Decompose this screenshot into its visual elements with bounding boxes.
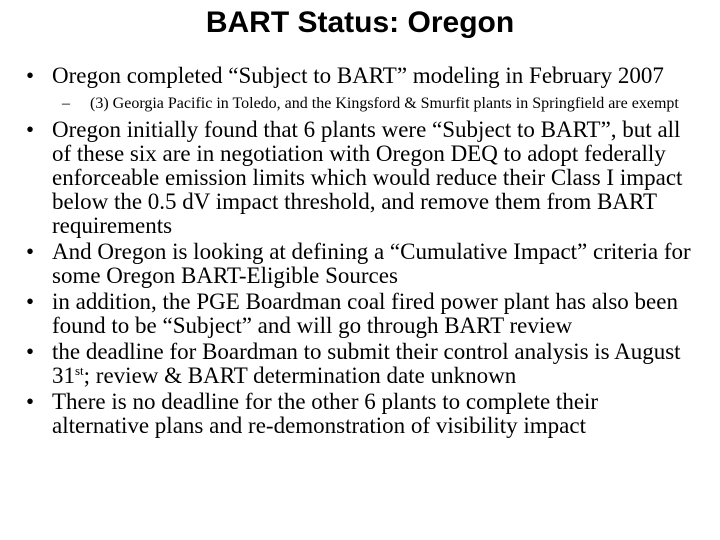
- bullet-marker: •: [26, 117, 35, 142]
- bullet-item: [26, 390, 696, 438]
- bullet-list: [26, 64, 696, 438]
- sub-bullet-text: (3) Georgia Pacific in Toledo, and the Kingsford & Smurfit plants in Springfield are exempt: [90, 95, 679, 112]
- bullet-text: And Oregon is looking at defining a “Cumulative Impact” criteria for some Oregon BART-Eligible Sources: [52, 239, 691, 288]
- ordinal-superscript: st: [75, 363, 84, 378]
- bullet-text-part: the deadline for Boardman to submit their control analysis is August 31: [52, 339, 681, 388]
- bullet-marker: •: [26, 389, 35, 414]
- sub-bullet-marker: –: [62, 95, 70, 112]
- bullet-marker: •: [26, 239, 35, 264]
- bullet-marker: •: [26, 339, 35, 364]
- sub-bullet-item: [62, 96, 696, 112]
- bullet-text: There is no deadline for the other 6 plants to complete their alternative plans and re-demonstration of visibility impact: [52, 389, 599, 438]
- bullet-text: Oregon initially found that 6 plants were “Subject to BART”, but all of these six are in negotiation with Oregon DEQ to adopt federally enforceable emission limits which would reduce their Class I impact below the 0.5 dV impact threshold, and remove them from BART requirements: [52, 117, 683, 238]
- bullet-item: [26, 240, 696, 288]
- bullet-item: [26, 290, 696, 338]
- bullet-item: [26, 340, 696, 388]
- bullet-text-part: ; review & BART determination date unknown: [83, 363, 517, 388]
- bullet-item: [26, 64, 696, 88]
- bullet-text: Oregon completed “Subject to BART” modeling in February 2007: [52, 63, 664, 88]
- bullet-marker: •: [26, 63, 35, 88]
- bullet-text: [26, 340, 696, 388]
- bullet-marker: •: [26, 289, 35, 314]
- bullet-text: in addition, the PGE Boardman coal fired power plant has also been found to be “Subject” and will go through BART review: [52, 289, 678, 338]
- slide-title: BART Status: Oregon: [205, 6, 515, 39]
- bullet-item: [26, 118, 696, 238]
